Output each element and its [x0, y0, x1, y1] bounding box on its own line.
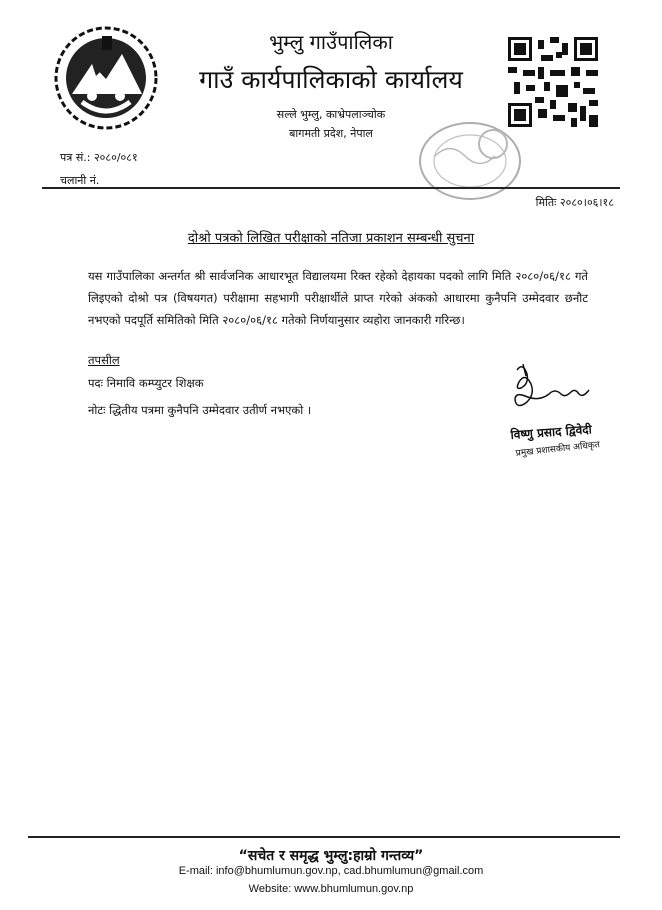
qr-code [508, 37, 598, 127]
address-line1: सल्ले भुम्लु, काभ्रेपलाञ्चोक [276, 108, 386, 121]
signatory-name: विष्णु प्रसाद द्विवेदी [510, 422, 593, 442]
footer-website: Website: www.bhumlumun.gov.np [248, 883, 414, 895]
subject-line [0, 228, 662, 246]
chalani-number: चलानी नं. [60, 174, 100, 187]
subject-text: दोश्रो पत्रको लिखित परीक्षाको नतिजा प्रकाशन सम्बन्धी सुचना [187, 231, 475, 246]
note-line: नोटः द्धितीय पत्रमा कुनैपनि उम्मेदवार उतीर्ण नभएको । [88, 403, 312, 417]
header-divider [42, 187, 620, 189]
patra-sankhya: पत्र सं.: २०८०/०८१ [60, 151, 138, 164]
office-name-line2: गाउँ कार्यपालिकाको कार्यालय [199, 65, 463, 94]
office-name-line1: भुम्लु गाउँपालिका [269, 30, 393, 54]
signatory-title: प्रमुख प्रशासकीय अधिकृत [515, 440, 601, 459]
details-heading: तपसील [88, 353, 120, 367]
footer-slogan: “सचेत र समृद्ध भुम्लु:हाम्रो गन्तव्य” [238, 848, 424, 864]
body-paragraph: यस गाउँपालिका अन्तर्गत श्री सार्वजनिक आधारभूत विद्यालयमा रिक्त रहेको देहायका पदको लागि मिति २०८०/०६/१८ गते लिइएको दोश्रो पत्र (विषयगत) परीक्षामा सहभागी परीक्षार्थीले प्राप्त गरेको अंकको आधारमा कुनैपनि उम्मेदवार छनौट नभएको पदपूर्ति समितिको मिति २०८०/०६/१८ गतेको निर्णयानुसार व्यहोरा जानकारी गरिन्छ। [88, 269, 588, 327]
footer-divider [28, 836, 620, 838]
office-stamp [415, 116, 530, 206]
address-line2: बागमती प्रदेश, नेपाल [289, 127, 373, 140]
footer-email: E-mail: info@bhumlumun.gov.np, cad.bhumlumun@gmail.com [178, 865, 484, 877]
post-line: पदः निमावि कम्प्युटर शिक्षक [88, 376, 204, 390]
letter-date: मितिः २०८०।०६।१८ [535, 196, 614, 209]
